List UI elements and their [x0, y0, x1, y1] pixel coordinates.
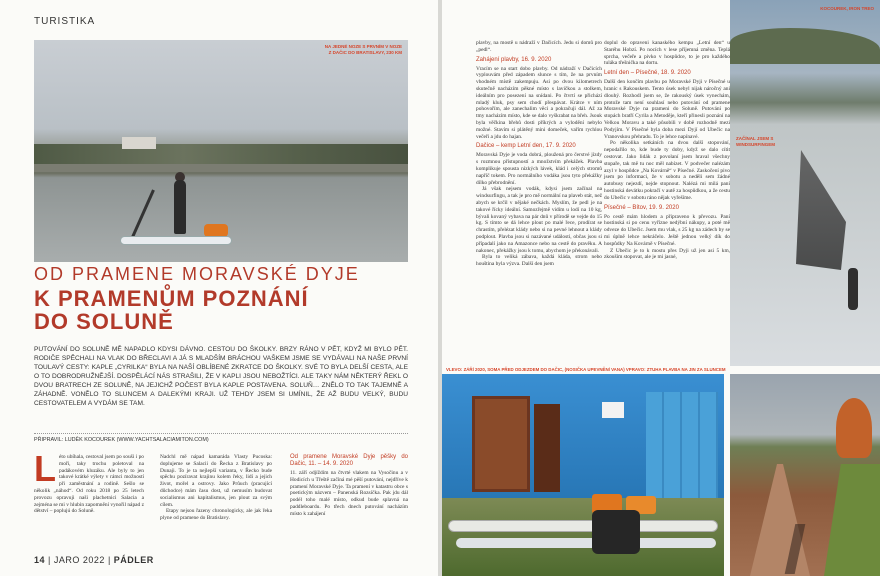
hero-castle	[122, 137, 156, 149]
article-title	[34, 287, 414, 333]
windsurf-photo	[730, 0, 880, 366]
body-paragraph: plavby, na mostě u nádraží v Dačicích. Jedu si domů pro „pedl“.	[476, 40, 602, 53]
body-paragraph: Po cestě mám hlodem a připraveno k převozu. Paní hostinská si po cenu vyřízne nedýbní nákupy, a poté mě odveze do Ubečic. Jsem mu vlak, s 25 kg na zádech by se mi úplně lehce nekráčelo. Ještě jednou velký dík do hospůdky Na Kovárně v Písečné.	[604, 213, 730, 247]
windsurf-sail	[796, 150, 846, 270]
subhead-letni-den: Letní den – Písečné, 18. 9. 2020	[604, 70, 691, 77]
title-line-2: DO SOLUNĚ	[34, 309, 174, 334]
body-paragraph: Vracím se na start dobo plavby. Od nádraží v Dačicích vyplouvám před západem slunce s tím, že na prvním vhodném místě zakempuju. Asi po dvou kilometrech skutečně nacházím pěkné místo s lavičkou a stolkem, ideálním pro posezení na snídani. Po čtvrtí se přichází mladý kluk, psy sem chodí přespávat. Krátce v ním pohovořím, ale zanechalim věci a pokračuji dál. Až za tmy nacházím místo, kde se dalo vyškrabat na břeh. Jsouk byla věčkina břehů dosti příkrých a vylodění nebylo možné. Stavím si plátěný mini domeček, vařím rychlou večeři a jdu do hajan.	[476, 65, 602, 140]
body-paragraph: Etapy nejsou řazeny chronologicky, ale jak řeka plyne od pramene do Bratislavy.	[160, 508, 272, 522]
field-path	[750, 464, 810, 576]
issue-name: JARO 2022	[53, 555, 105, 565]
body-column-1	[34, 448, 144, 515]
body-paragraph: Moravská Dyje je voda dobrá, ploužená pro čerstvé jízdy s rozmnou přístupností a množstvím překážek. Plavba komplikuje spousta nízkých lávek, klád i celých stromů napříč tokem. Pro normálního vodáka jsou tyto překážky dílko přebrodnění.	[476, 152, 602, 186]
grass-strip	[824, 464, 880, 576]
article-kicker: OD PRAMENE MORAVSKÉ DYJE	[34, 264, 360, 284]
hero-paddler	[174, 180, 186, 234]
right-column-2	[604, 40, 730, 261]
subhead-zahajeni: Zahájení plavby, 16. 9. 2020	[476, 56, 552, 63]
grass-ground	[442, 498, 724, 576]
body-column-3	[290, 454, 408, 518]
page-number: 14	[34, 555, 46, 565]
wall-sign	[602, 402, 624, 418]
hero-riverbank	[34, 164, 408, 172]
body-paragraph: doplul do opraveni kanaského kempu „Letní den“ u Staréhu Hobzí. Po nocích v lese příjemná změna. Teplá sprcha, večeře a pivko v hospůdce, to je pro každého tuláka třešnička na dortu.	[604, 40, 730, 67]
article-lead: PUTOVÁNÍ DO SOLUNĚ MĚ NAPADLO KDYSI DÁVNO. CESTOU DO ŠKOLKY. BRZY RÁNO V PĚT, KDYŽ MI BYLO PĚT. RODIČE SPĚCHALI NA VLAK DO BŘECLAVI A JÁ S MLADŠÍM BRÁCHOU VAŠKEM JSME SE VYDÁVALI NA NAŠE PRVNÍ TOULAVÝ CESTY: KAPLE „CYRILKA“ BYLA NA NAŠÍ OBLÍBENÉ ZKRATCE DO ŠKOLKY. SVÉ TO BYLA DELŠÍ CESTA, ALE O TO DOBRODRUŽNĚJŠÍ. DOSPĚLÁCÍ NÁS STRAŠILI, ŽE V KAPLI JSOU NEBOŽTÍCI. ALE TAKY NÁM NĚKTERÝ ŘEKL O DVOU BRATRECH ZE SOLUNĚ, NA JEJICHŽ POČEST BYLA KAPLE POSTAVENA. SOLUŇ… ZNĚLO TO TAK TAJEMNĚ A ZÁHADNĚ. VONĚLO TO SLUNCEM A DALEKÝMI KRAJI. UŽ TEHDY JSEM SI UMÍNIL, ŽE AŽ BUDU VELKÝ, BUDU CESTOVATELEM A VYDÁM SE TAM.	[34, 346, 408, 407]
section-tag: TURISTIKA	[34, 16, 96, 27]
open-doorway	[534, 404, 560, 492]
body-paragraph: Z Ubečic je to k mostu přes Dyji už jen asi 5 km, zkoušim stopovat, ale je mi jasné,	[604, 247, 730, 261]
paddleboard-2	[456, 538, 716, 548]
body-paragraph: Nadchl mě nápad kamaráda Vlasty Pucoska: doplujeme se Salacii do Řecka z Bratislavy po Dunaji. To je ta nejlepší varianta, v Řecko bude spěchu pozíravat krajinu kolem řeky, lidí a jejich život, mořel a ostrovy. Jako Průuch (pracující důchodce) mám času dost, už nemusím budovat socialismus ani kapitalismus, jen plout za svým cílem.	[160, 454, 272, 508]
photo-strip-caption: VLEVO: ZÁŘÍ 2020, SOMA PŘED ODJEZDEM DO DAČIC, (NOSIČKA UPEVNĚNÍ VANA) VPRAVO: ZTUHA PLAVBA NA JIN ZA SLUNCEM	[442, 366, 880, 374]
hero-paddleboard	[120, 236, 232, 245]
hero-photo	[34, 40, 408, 262]
left-page	[0, 0, 438, 576]
field-photo	[730, 374, 880, 576]
autumn-tree	[836, 398, 872, 458]
body-paragraph: Já však nejsem vodák, kdysi jsem začínal na windsurfingu, a tak je pro mě normální na plaveb stát, než abych se krčil v nějaké nečkách. Myslím, že pedl je na takové řícky ideální. Samozřejmě vidím u lodí na 10 kg, bývali kovaný vybava na pár dnů v přírodě se vejde do 15 kg. S tímto se dá lehce plout po malé řece, prodírat se chrastím, přelézat klády nebo si na pevné lehnout a klády podplout. Plavba jsou si nazávané události, občas jsou si případalí jako na Amazonce nebo na cestě do pravěku. A nakonec, překážky jsou k tomu, abychom je překonávali.	[476, 186, 602, 254]
author-credit: PŘIPRAVIL: LUDĚK KOCOUREK (WWW.YACHTSALACIAMITON.COM)	[34, 433, 408, 443]
drop-cap: L	[34, 448, 56, 489]
paddleboard-1	[448, 520, 718, 532]
black-backpack	[592, 510, 640, 554]
body-column-2	[160, 454, 272, 522]
windsurf-hills	[730, 28, 880, 64]
hero-caption: NA JEDNÉ NOZE S PRVNÍM V NOZE Z DAČIC DO BRATISLAVY, 230 KM	[324, 44, 402, 55]
photo-caption-top: KOCOUREK, IRON TREO	[820, 6, 874, 11]
garage-door	[646, 392, 718, 500]
wooden-door	[472, 396, 530, 492]
windsurfer	[848, 268, 858, 310]
photo-caption-side: ZAČÍNAL JSEM S WINDSURFINGEM	[736, 136, 775, 147]
body-paragraph: Další den končím plavbu po Moravské Dyji v Písečné u hranic s Rakouskem. Tento úsek nebyl nijak náročný ani dlouhý. Rozhodl jsem se, že rakouský úsek vynechám, protože tam není souhlasí nebo putování od pramene Moravské Dyje na prameni do Soluně. Putování po stopách bratří Cyrila a Metoděje, kteří přinesli poznání na Velkou Moravu a také působili v době rozhodně mezi Podyjím. V Písečné byla doba mezi Dyjí od Ubečic na Vranovskou přehradu. To je lehce napínavé.	[604, 79, 730, 140]
body-paragraph: éto ubíhala, cestoval jsem po souši i po moři, taky trochu poletoval na padákovém kluzáku. Ale byly to jen takové krátké výlety v rámci možností při zaměstnání a rodině. Sešlo se několik „náhod“. Od roku 2018 po 25 letech provozu opravuji naši plachetnici Salacia a zejména se mi v hlubin zapomnění vynořil nápad z dětství – poplujú do Soluně.	[34, 454, 144, 515]
body-paragraph: Byla to veliká zábava, každá kláda, strom nebo houština byla výzva. Další den jsem	[476, 254, 602, 268]
subhead-pisecne: Písečné – Bítov, 19. 9. 2020	[604, 204, 679, 211]
subhead-pramen: Od pramene Moravské Dyje pěšky do Dačic, 11. – 14. 9. 2020	[290, 454, 408, 467]
folio	[34, 555, 154, 565]
right-page	[442, 0, 880, 576]
folio-separator: |	[107, 555, 111, 565]
magazine-name: PÁDLER	[113, 555, 154, 565]
body-paragraph: 11. září odjíždím na čtvrté vlakem na Vysočinu a v Hodicích u Třeště začíná mé pěší putování, nejdříve k pramení Moravské Dyje. Ta pramení v katastru obce s poetickým názvem – Panenská Rozsíčka. Pak jdu dál podél toho malé místo, odkud bude splavná na paddleboardu. Po třech dnech putování nacházím místo k zahájení	[290, 470, 408, 517]
folio-separator: |	[48, 555, 51, 565]
subhead-dacice: Dačice – kemp Letní den, 17. 9. 2020	[476, 143, 576, 150]
right-column-1	[476, 40, 602, 268]
body-paragraph: Po několika setkáních na dvou další stopování, nepodařilo to, kde bude ty doby, když se dalo cítit cestovat. Jako lidák z povolaní jsem hraval všechny stopaře, tak mě tu noc měl nabízet. V podvečer nalézám azyl v hospůdce „Na Kovárně“ v Písečné. Zaskočení pivo jsem po informaci, že v sobotu a neděli sem žádné autobusy nejezdí, nejde stopnout. Nalézá mi milá paní hostinská devátku pokračí v autě za hospůdkou, a že cestu do Ubečic v sobotu ráno nějak vyřešíme.	[604, 140, 730, 201]
boathouse-photo	[442, 374, 724, 576]
title-line-1: K PRAMENŮM POZNÁNÍ	[34, 286, 309, 311]
